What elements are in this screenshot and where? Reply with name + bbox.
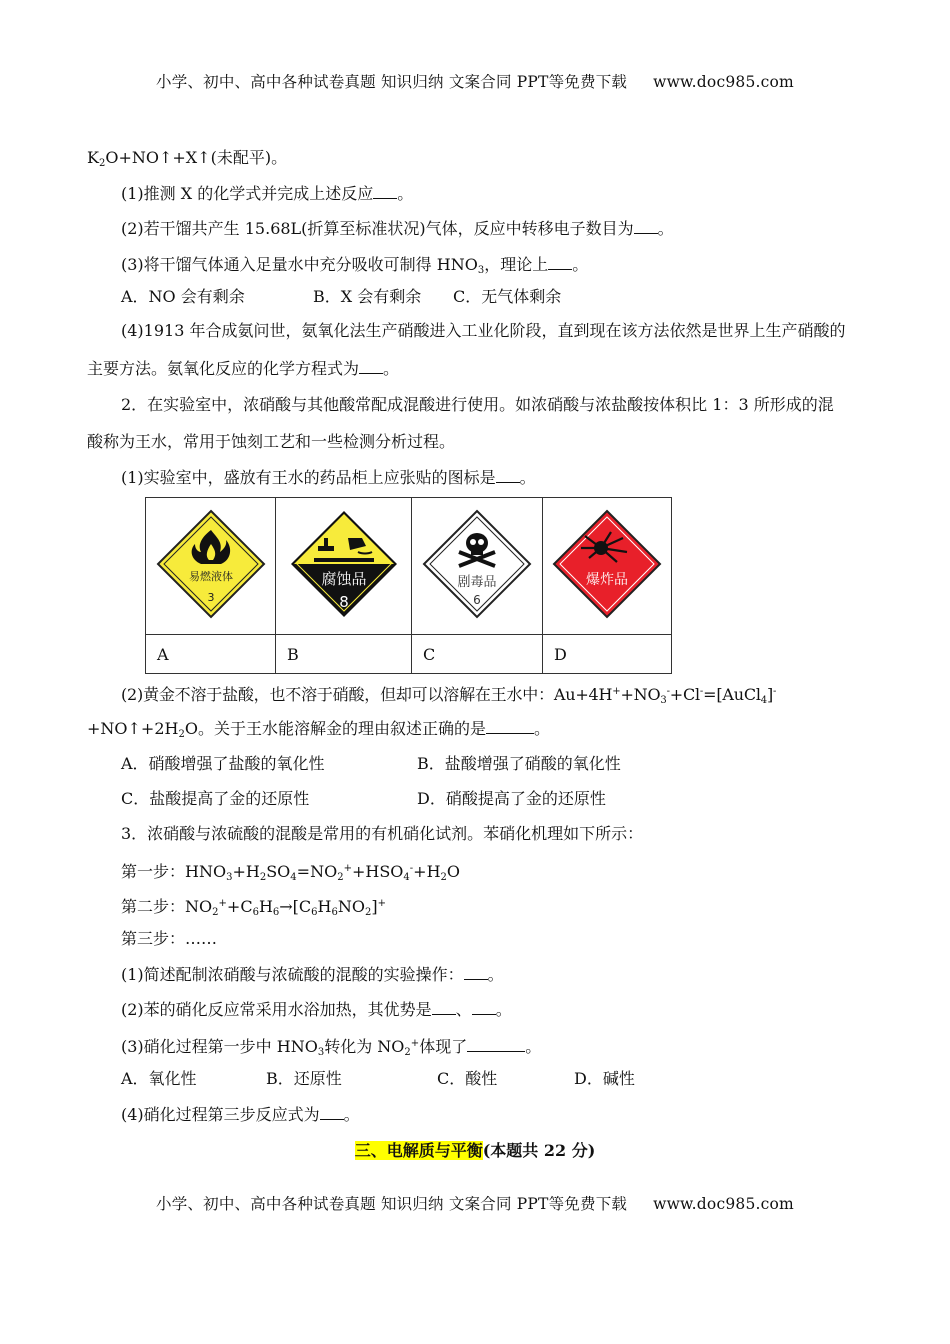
- answer-blank[interactable]: [634, 218, 658, 234]
- q2-option-b[interactable]: B．盐酸增强了硝酸的氧化性: [417, 754, 621, 773]
- answer-blank[interactable]: [467, 1036, 525, 1052]
- flammable-liquid-icon: [155, 508, 267, 620]
- sign-b-number: 8: [338, 593, 349, 611]
- sign-c-number: 6: [473, 593, 481, 607]
- q3-part4: (4)硝化过程第三步反应式为 。: [121, 1105, 360, 1124]
- q3-part1: (1)简述配制浓硝酸与浓硫酸的混酸的实验操作： 。: [121, 965, 504, 984]
- sign-b-text: 腐蚀品: [320, 570, 367, 588]
- q2-part2-line2: $+NO↑+2H_2O$。关于王水能溶解金的理由叙述正确的是 。: [87, 719, 550, 740]
- q3-intro: 3．浓硝酸与浓硫酸的混酸是常用的有机硝化试剂。苯硝化机理如下所示：: [121, 824, 644, 843]
- answer-blank[interactable]: [359, 358, 383, 374]
- footer-text: 小学、初中、高中各种试卷真题 知识归纳 文案合同 PPT等免费下载: [156, 1195, 628, 1213]
- answer-blank[interactable]: [472, 999, 496, 1015]
- q1-part1: (1)推测 X 的化学式并完成上述反应 。: [121, 184, 414, 203]
- q1-part2: (2)若干馏共产生 15.68L(折算至标准状况)气体，反应中转移电子数目为 。: [121, 219, 674, 238]
- sign-label-a[interactable]: A: [146, 635, 276, 674]
- q2-part1: (1)实验室中，盛放有王水的药品柜上应张贴的图标是 。: [121, 468, 536, 487]
- sign-a-number: 3: [207, 591, 214, 604]
- sign-label-b[interactable]: B: [276, 635, 412, 674]
- answer-blank[interactable]: [486, 718, 534, 734]
- q1-part3: (3)将干馏气体通入足量水中充分吸收可制得 $HNO_3$，理论上 。: [121, 255, 589, 276]
- q3-option-c[interactable]: C．酸性: [437, 1069, 498, 1088]
- section-title: 三、电解质与平衡: [354, 1141, 483, 1160]
- toxic-icon: [421, 508, 533, 620]
- page-footer: [0, 1192, 950, 1214]
- footer-url[interactable]: www.doc985.com: [653, 1195, 794, 1213]
- section-note: (本题共 22 分): [482, 1141, 596, 1160]
- explosive-icon: [551, 508, 663, 620]
- q1-option-c[interactable]: C．无气体剩余: [453, 287, 562, 306]
- q3-step2: 第二步：$NO_2^++C_6H_6\to[C_6H_6NO_2]^+$: [121, 897, 386, 918]
- sign-c-text: 剧毒品: [457, 575, 497, 590]
- answer-blank[interactable]: [548, 254, 572, 270]
- q3-step3: 第三步：……: [121, 929, 218, 948]
- sign-toxic-cell[interactable]: [412, 498, 543, 635]
- q3-option-d[interactable]: D．碱性: [574, 1069, 635, 1088]
- q3-step1: 第一步：$HNO_3+H_2SO_4=NO_2^++HSO_4^-+H_2O$: [121, 862, 461, 883]
- sign-label-c[interactable]: C: [412, 635, 543, 674]
- sign-corrosive-cell[interactable]: [276, 498, 412, 635]
- q2-option-a[interactable]: A．硝酸增强了盐酸的氧化性: [121, 754, 325, 773]
- sign-d-text: 爆炸品: [586, 572, 628, 588]
- sign-flammable-cell[interactable]: [146, 498, 276, 635]
- q2-option-c[interactable]: C．盐酸提高了金的还原性: [121, 789, 310, 808]
- q1-option-a[interactable]: A．NO 会有剩余: [121, 287, 245, 306]
- q1-equation-continued: $K_2O+NO↑+X↑$(未配平)。: [87, 148, 288, 169]
- sign-explosive-cell[interactable]: [543, 498, 672, 635]
- sign-a-text: 易燃液体: [188, 570, 233, 583]
- sign-label-d[interactable]: D: [543, 635, 672, 674]
- hazard-sign-table: [145, 497, 672, 674]
- q3-option-b[interactable]: B．还原性: [266, 1069, 342, 1088]
- answer-blank[interactable]: [496, 467, 520, 483]
- corrosive-icon: [288, 508, 400, 620]
- header-text: 小学、初中、高中各种试卷真题 知识归纳 文案合同 PPT等免费下载: [156, 73, 628, 91]
- answer-blank[interactable]: [320, 1104, 344, 1120]
- answer-blank[interactable]: [464, 964, 488, 980]
- q3-option-a[interactable]: A．氧化性: [121, 1069, 197, 1088]
- section-heading: [0, 1138, 950, 1161]
- answer-blank[interactable]: [373, 183, 397, 199]
- q2-intro-line1: 2．在实验室中，浓硝酸与其他酸常配成混酸进行使用。如浓硝酸与浓盐酸按体积比 1：3 所形成的混: [121, 395, 834, 414]
- q2-part2-line1: (2)黄金不溶于盐酸，也不溶于硝酸，但却可以溶解在王水中：$Au+4H^++NO_3^-+Cl^-=[AuCl_4]^-$: [121, 685, 777, 706]
- q3-part3: (3)硝化过程第一步中 $HNO_3$转化为 $NO_2^+$体现了 。: [121, 1037, 542, 1058]
- q1-part4-line2: 主要方法。氨氧化反应的化学方程式为 。: [87, 359, 400, 378]
- answer-blank[interactable]: [432, 999, 456, 1015]
- q3-part2: (2)苯的硝化反应常采用水浴加热，其优势是 、 。: [121, 1000, 512, 1019]
- q2-option-d[interactable]: D．硝酸提高了金的还原性: [417, 789, 606, 808]
- q1-option-b[interactable]: B．X 会有剩余: [313, 287, 422, 306]
- page-header: [0, 70, 950, 92]
- header-url[interactable]: www.doc985.com: [653, 73, 794, 91]
- q2-intro-line2: 酸称为王水，常用于蚀刻工艺和一些检测分析过程。: [87, 432, 456, 451]
- q1-part4-line1: (4)1913 年合成氨问世，氨氧化法生产硝酸进入工业化阶段，直到现在该方法依然是世界上生产硝酸的: [121, 321, 846, 340]
